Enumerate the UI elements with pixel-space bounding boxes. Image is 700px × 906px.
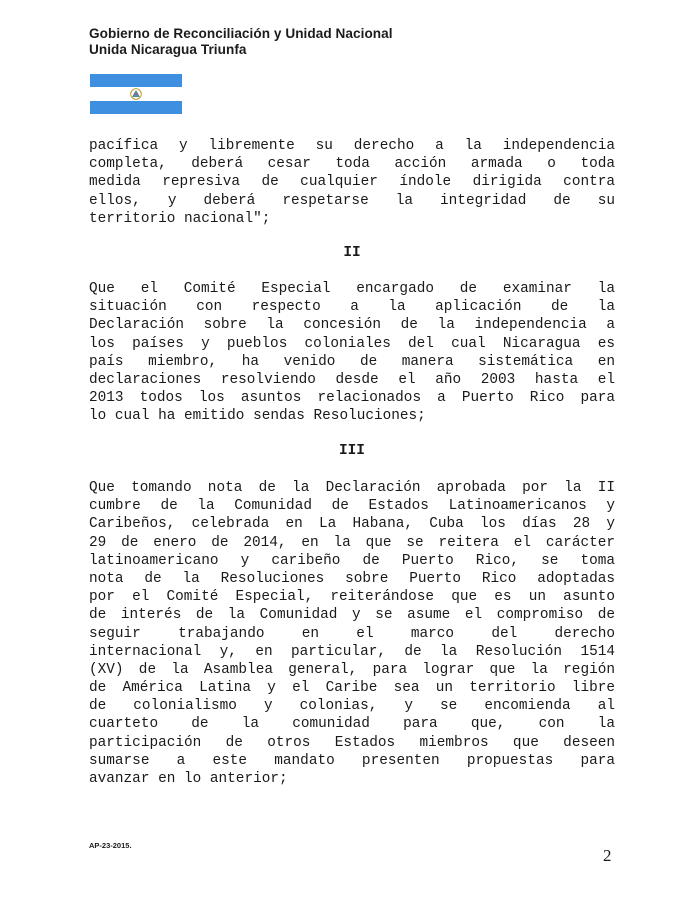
text-line: los países y pueblos coloniales del cual Nicaragua es: [89, 335, 615, 352]
text-line: de América Latina y el Caribe sea un territorio libre: [89, 680, 615, 697]
flag-top-band: [90, 74, 182, 87]
text-line: cumbre de la Comunidad de Estados Latinoamericanos y: [89, 498, 615, 515]
text-line: por el Comité Especial, reiterándose que es un asunto: [89, 589, 615, 606]
text-line: sumarse a este mandato presenten propuestas para: [89, 752, 615, 769]
text-line: participación de otros Estados miembros que deseen: [89, 734, 615, 751]
header-slogan: Unida Nicaragua Triunfa: [89, 42, 247, 57]
header-government-name: Gobierno de Reconciliación y Unidad Nacional: [89, 26, 393, 41]
text-line: país miembro, ha venido de manera sistemática en: [89, 353, 615, 370]
text-line: de colonialismo y colonias, y se encomienda al: [89, 698, 615, 715]
document-code: AP-23-2015.: [89, 841, 132, 850]
text-line: territorio nacional";: [89, 210, 271, 227]
text-line: lo cual ha emitido sendas Resoluciones;: [89, 408, 426, 425]
paragraph-continuation: [89, 137, 615, 228]
text-line: cuarteto de la comunidad para que, con la: [89, 716, 615, 733]
page-number: 2: [603, 846, 612, 865]
flag-bottom-band: [90, 101, 182, 114]
text-line: declaraciones resolviendo desde el año 2003 hasta el: [89, 371, 615, 388]
text-line: situación con respecto a la aplicación de la: [89, 299, 615, 316]
text-line: avanzar en lo anterior;: [89, 771, 288, 787]
section-heading-iii: III: [339, 443, 365, 459]
section-heading-ii: II: [343, 245, 361, 261]
text-line: (XV) de la Asamblea general, para lograr que la región: [89, 661, 615, 678]
text-line: Caribeños, celebrada en La Habana, Cuba los días 28 y: [89, 516, 615, 533]
paragraph-section-iii: [89, 479, 615, 788]
text-line: pacífica y libremente su derecho a la independencia: [89, 138, 615, 154]
text-line: nota de la Resoluciones sobre Puerto Rico adoptadas: [89, 570, 615, 587]
text-line: medida represiva de cualquier índole dirigida contra: [89, 174, 615, 191]
text-line: de interés de la Comunidad y se asume el compromiso de: [89, 607, 615, 624]
text-line: ellos, y deberá respetarse la integridad de su: [89, 192, 615, 209]
text-line: Declaración sobre la concesión de la independencia a: [89, 317, 615, 334]
text-line: latinoamericano y caribeño de Puerto Rico, se toma: [89, 552, 615, 569]
nicaragua-flag-icon: [90, 74, 182, 114]
text-line: seguir trabajando en el marco del derecho: [89, 625, 615, 642]
text-line: 2013 todos los asuntos relacionados a Puerto Rico para: [89, 390, 615, 407]
text-line: internacional y, en particular, de la Resolución 1514: [89, 643, 615, 660]
text-line: completa, deberá cesar toda acción armada o toda: [89, 156, 615, 173]
text-line: 29 de enero de 2014, en la que se reitera el carácter: [89, 534, 615, 551]
coat-of-arms-icon: [130, 88, 142, 100]
paragraph-section-ii: [89, 280, 615, 426]
text-line: Que tomando nota de la Declaración aprobada por la II: [89, 480, 615, 496]
text-line: Que el Comité Especial encargado de examinar la: [89, 281, 615, 297]
